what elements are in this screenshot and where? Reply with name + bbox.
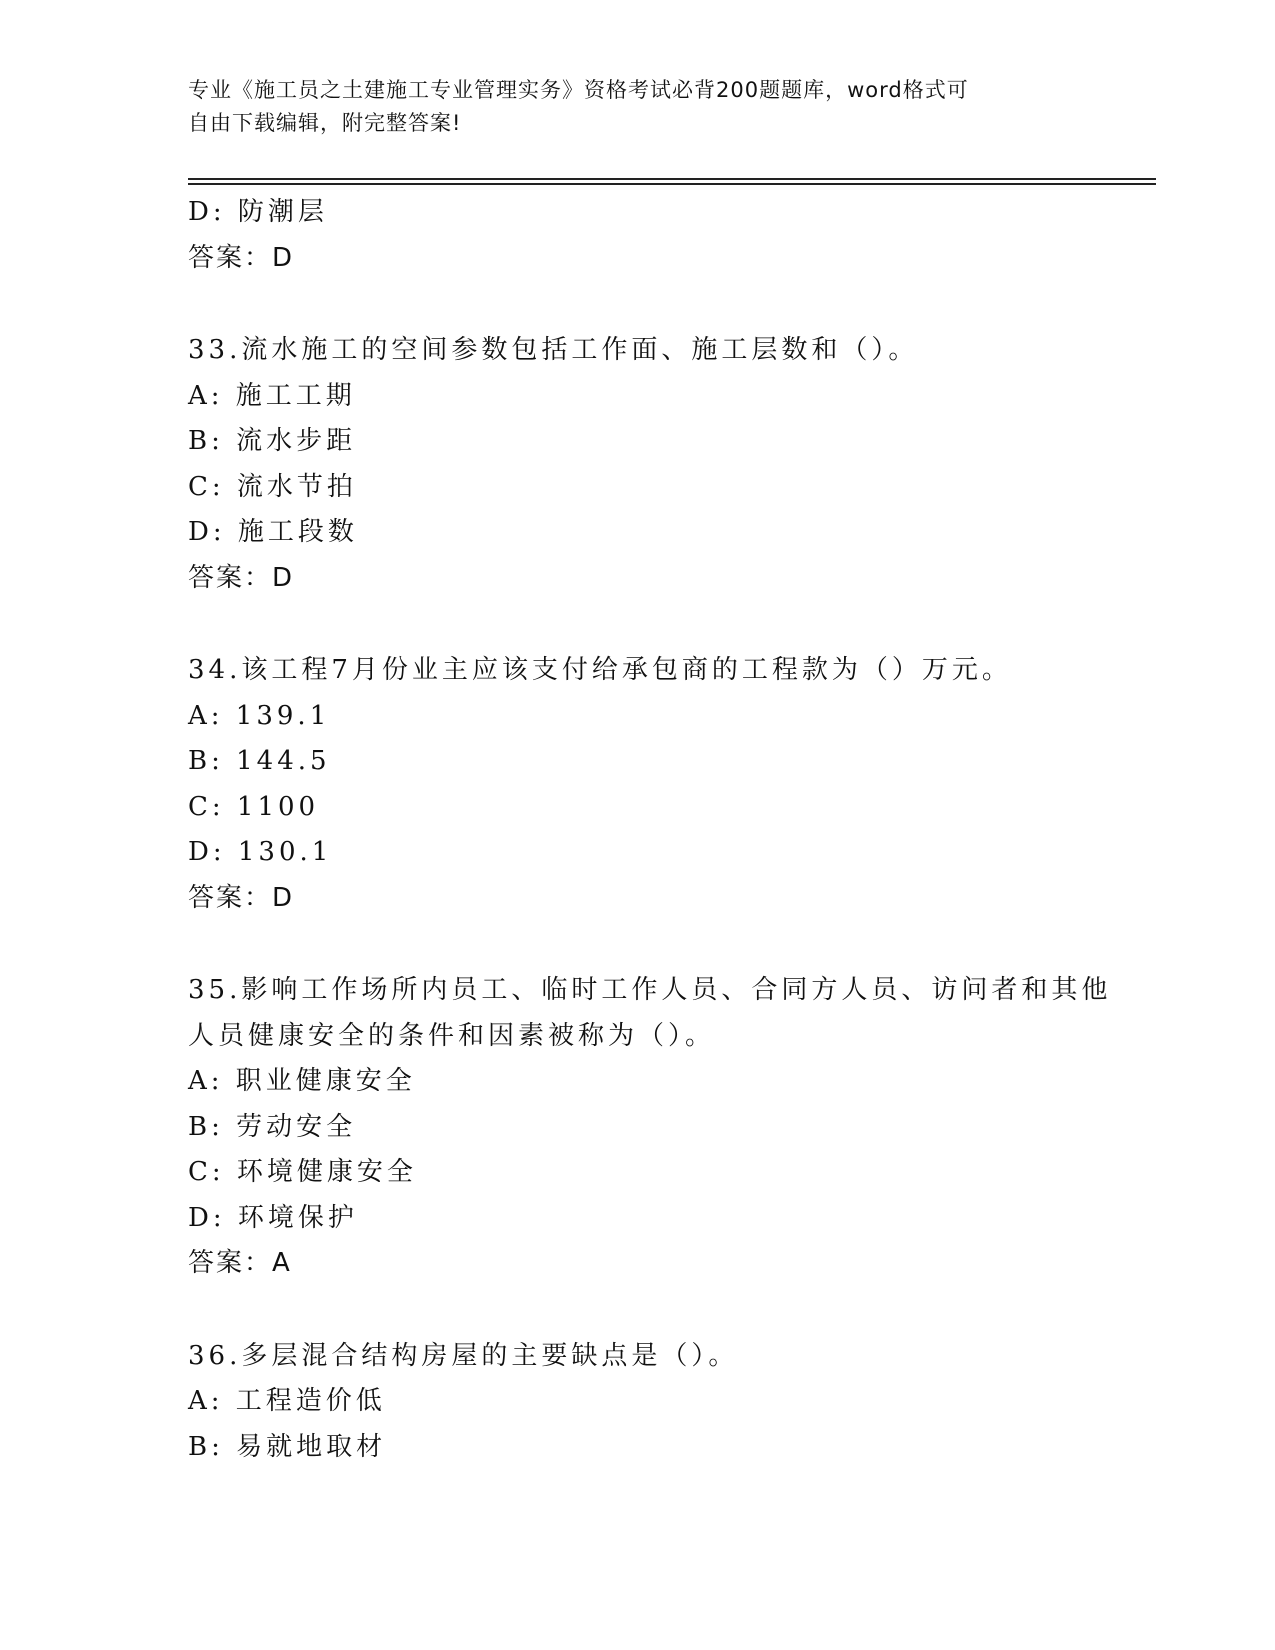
header-divider-bottom bbox=[188, 183, 1156, 185]
option-d: D: 防潮层 bbox=[188, 197, 328, 227]
question-35 bbox=[188, 968, 1112, 1287]
option-c: C: 流水节拍 bbox=[188, 471, 357, 502]
question-stem-continued: 人员健康安全的条件和因素被称为（）。 bbox=[188, 1020, 716, 1051]
option-c: C: 环境健康安全 bbox=[188, 1157, 417, 1187]
question-34 bbox=[188, 648, 1088, 921]
option-b: B: 劳动安全 bbox=[188, 1111, 357, 1142]
option-a: A: 139.1 bbox=[188, 700, 331, 731]
header-line-1: 专业《施工员之土建施工专业管理实务》资格考试必背200题题库，word格式可 bbox=[188, 78, 969, 102]
option-d: D: 130.1 bbox=[188, 837, 333, 867]
answer: 答案：D bbox=[188, 242, 295, 273]
question-36 bbox=[188, 1334, 1088, 1471]
option-a: A: 工程造价低 bbox=[188, 1386, 386, 1416]
question-list bbox=[188, 190, 1112, 1470]
answer: 答案：D bbox=[188, 882, 295, 913]
option-b: B: 易就地取材 bbox=[188, 1431, 387, 1462]
header-line-2: 自由下载编辑，附完整答案! bbox=[188, 111, 462, 135]
option-a: A: 职业健康安全 bbox=[188, 1066, 416, 1096]
question-33 bbox=[188, 328, 1088, 601]
question-stem: 33.流水施工的空间参数包括工作面、施工层数和（）。 bbox=[188, 335, 919, 365]
question-stem: 36.多层混合结构房屋的主要缺点是（）。 bbox=[188, 1340, 739, 1371]
option-a: A: 施工工期 bbox=[188, 380, 356, 411]
document-header bbox=[188, 74, 1088, 140]
answer: 答案：D bbox=[188, 562, 295, 593]
option-b: B: 流水步距 bbox=[188, 426, 357, 456]
option-c: C: 1100 bbox=[188, 791, 320, 822]
option-b: B: 144.5 bbox=[188, 746, 331, 776]
question-stem: 35.影响工作场所内员工、临时工作人员、合同方人员、访问者和其他 bbox=[188, 975, 1112, 1005]
question-stem: 34.该工程7月份业主应该支付给承包商的工程款为（）万元。 bbox=[188, 655, 1012, 685]
option-d: D: 环境保护 bbox=[188, 1202, 358, 1233]
answer: 答案：A bbox=[188, 1248, 292, 1278]
header-divider-top bbox=[188, 178, 1156, 180]
option-d: D: 施工段数 bbox=[188, 517, 358, 547]
